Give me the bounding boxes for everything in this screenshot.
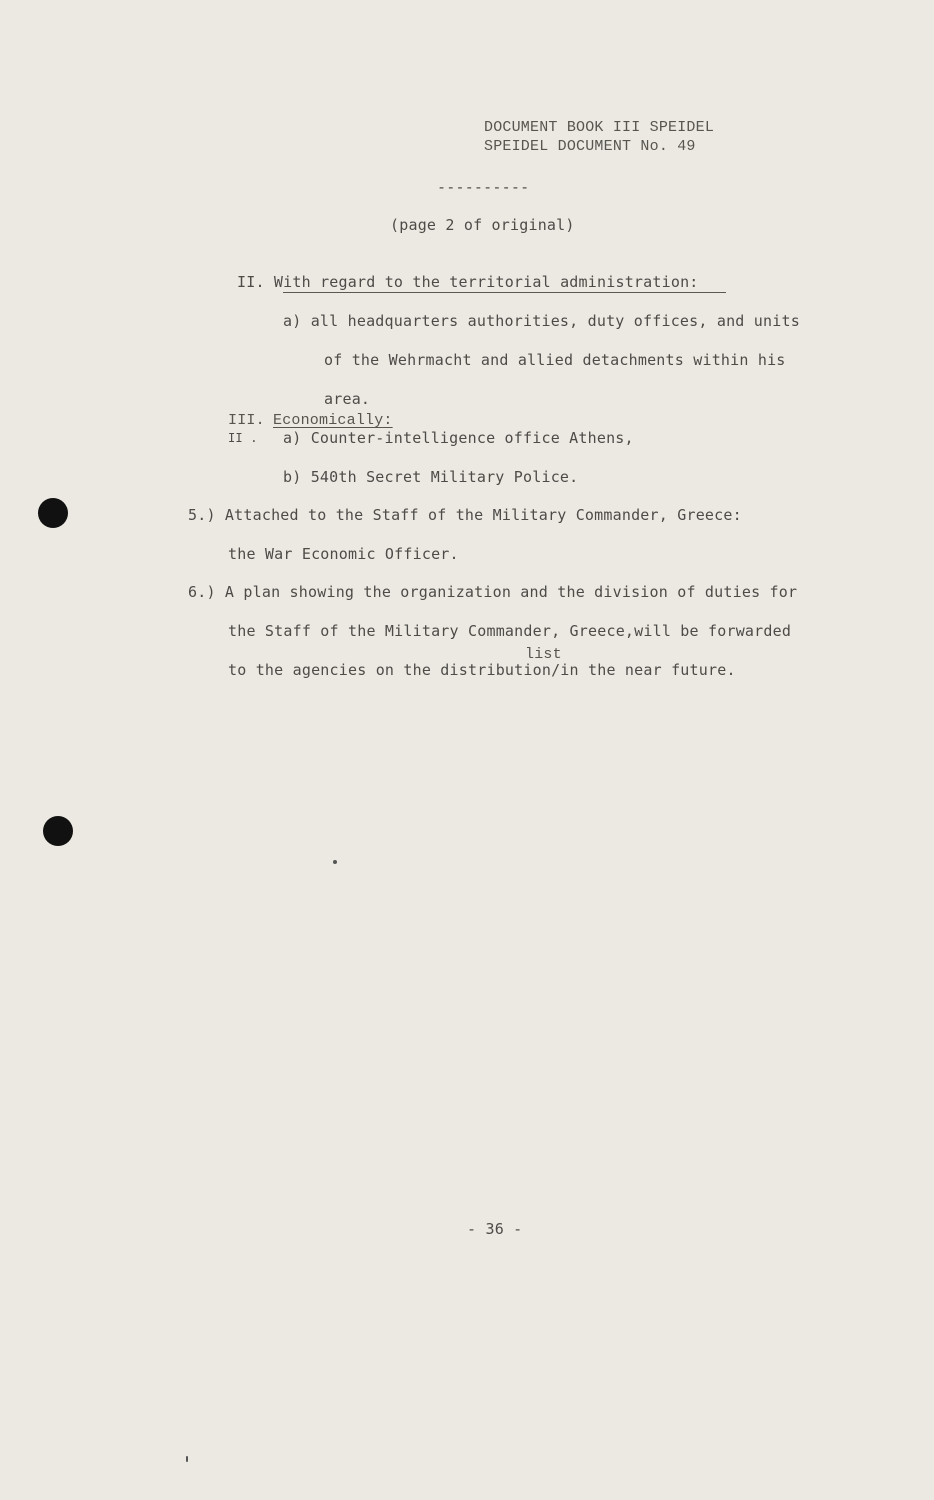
page-number: - 36 - — [467, 1220, 523, 1238]
paragraph-6-line1: 6.) A plan showing the organization and the division of duties for — [188, 583, 798, 601]
section-iii-heading: Economically: — [273, 412, 393, 429]
section-ii-item-a-line2: of the Wehrmacht and allied detachments within his — [324, 351, 786, 369]
section-iii-item-a: a) Counter-intelligence office Athens, — [283, 429, 634, 447]
punch-hole — [43, 816, 73, 846]
section-ii-item-a-line3: area. — [324, 390, 371, 408]
header-line-2: SPEIDEL DOCUMENT No. 49 — [484, 138, 696, 155]
section-iii-item-b: b) 540th Secret Military Police. — [283, 468, 579, 486]
paragraph-5-line1: 5.) Attached to the Staff of the Military Commander, Greece: — [188, 506, 742, 524]
inserted-word: list — [525, 646, 562, 663]
section-ii-heading: II. With regard to the territorial administration: — [237, 273, 699, 291]
header-dashes: ---------- — [437, 178, 530, 196]
paragraph-5-line2: the War Economic Officer. — [228, 545, 459, 563]
heading-underline — [283, 292, 726, 293]
punch-hole — [38, 498, 68, 528]
ink-speck — [333, 860, 337, 864]
section-iii-heading-number: III. — [228, 412, 265, 429]
ink-speck — [186, 1456, 188, 1462]
section-iii-item-prefix: II . — [228, 431, 258, 445]
paragraph-6-line2: the Staff of the Military Commander, Greece,will be forwarded — [228, 622, 792, 640]
paragraph-6-line3: to the agencies on the distribution/in the near future. — [228, 661, 736, 679]
header-line-1: DOCUMENT BOOK III SPEIDEL — [484, 119, 715, 136]
section-ii-item-a-line1: a) all headquarters authorities, duty offices, and units — [283, 312, 800, 330]
page-note: (page 2 of original) — [390, 216, 575, 234]
